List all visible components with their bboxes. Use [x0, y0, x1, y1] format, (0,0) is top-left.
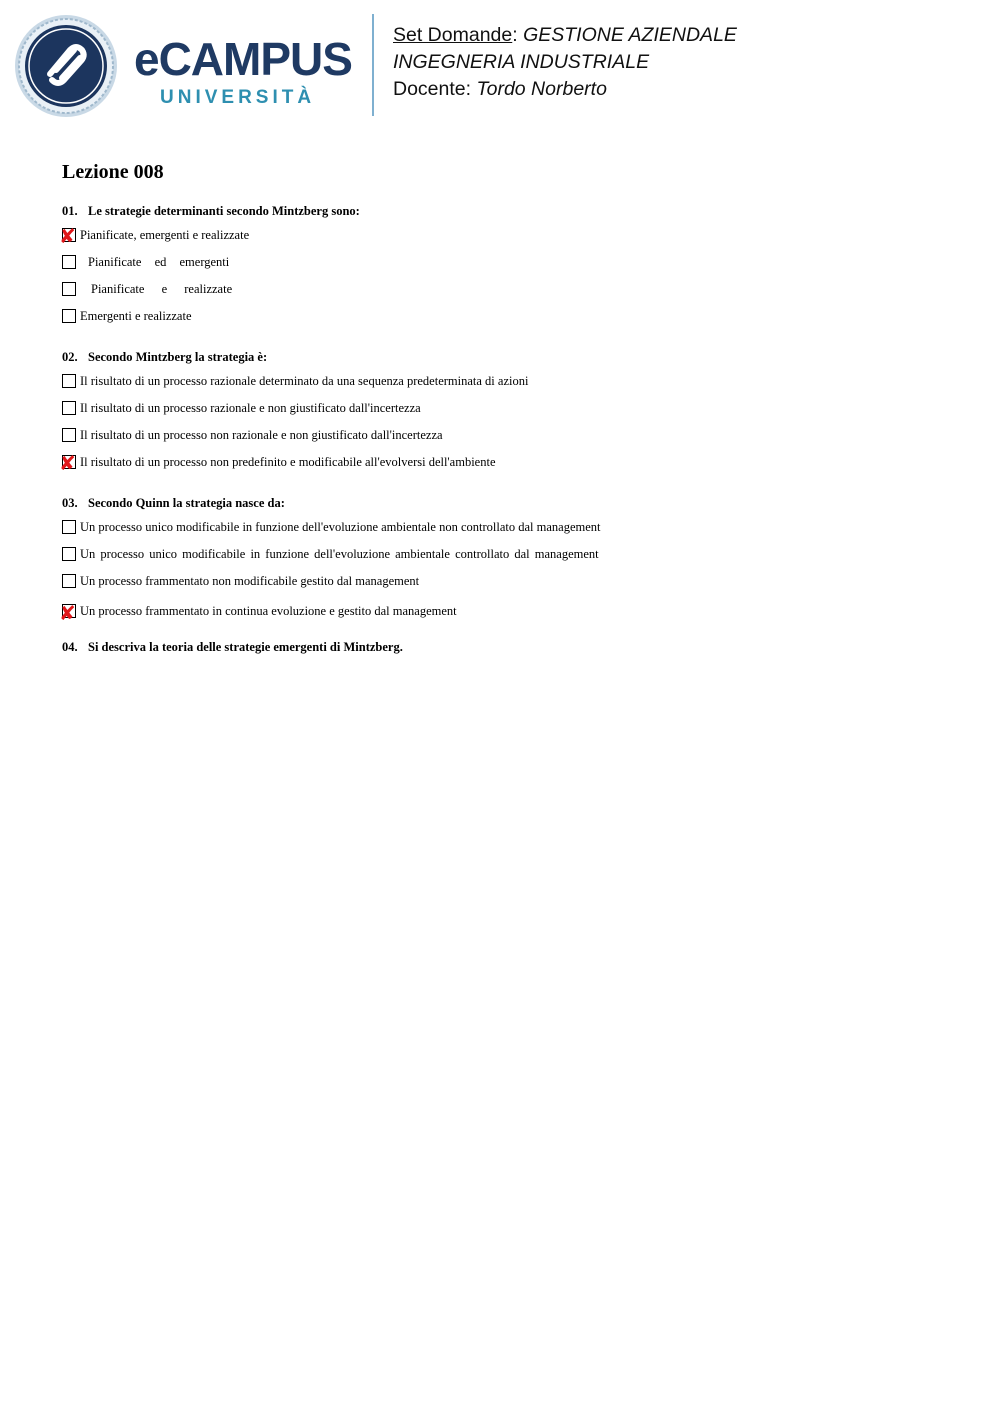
checkbox[interactable]	[62, 401, 76, 415]
university-seal-logo	[14, 14, 118, 118]
option-label: Pianificate ed emergenti	[88, 255, 230, 269]
brand-subtitle: UNIVERSITÀ	[160, 87, 316, 108]
answer-option[interactable]	[62, 249, 962, 276]
answer-option[interactable]	[62, 422, 962, 449]
answer-option[interactable]	[59, 449, 962, 476]
answer-option[interactable]	[59, 595, 962, 628]
option-label: Il risultato di un processo razionale determinato da una sequenza predeterminata di azioni	[80, 374, 529, 388]
teacher-line	[393, 76, 737, 103]
question-text	[62, 346, 962, 368]
teacher-name: Tordo Norberto	[476, 78, 607, 100]
question-number: 01.	[62, 204, 78, 218]
option-label: Un processo frammentato in continua evoluzione e gestito dal management	[80, 604, 457, 618]
checkbox[interactable]	[62, 547, 76, 561]
checkbox[interactable]	[62, 574, 76, 588]
course-name: INGEGNERIA INDUSTRIALE	[393, 51, 650, 73]
answer-option[interactable]	[62, 395, 962, 422]
option-label: Pianificate e realizzate	[91, 282, 233, 296]
answer-option[interactable]	[62, 303, 962, 330]
checked-x-mark-icon: ✘	[59, 224, 76, 248]
question-text	[62, 200, 962, 222]
option-label: Un processo unico modificabile in funzione dell'evoluzione ambientale non controllato dal management	[80, 520, 601, 534]
question-01	[59, 200, 962, 330]
set-line: Set Domande: GESTIONE AZIENDALE	[393, 24, 737, 46]
checkbox[interactable]	[62, 309, 76, 323]
answer-option[interactable]	[62, 514, 962, 541]
set-label: Set Domande	[393, 24, 513, 46]
option-label: Il risultato di un processo non razionale e non giustificato dall'incertezza	[80, 428, 443, 442]
header-info	[393, 22, 737, 103]
teacher-label: Docente:	[393, 78, 472, 100]
question-number: 03.	[62, 496, 78, 510]
question-number: 04.	[62, 640, 78, 654]
checkbox[interactable]	[62, 255, 76, 269]
option-label: Emergenti e realizzate	[80, 309, 192, 323]
option-label: Il risultato di un processo non predefinito e modificabile all'evolversi dell'ambiente	[80, 455, 496, 469]
lesson-title: Lezione 008	[62, 161, 164, 183]
option-label: Pianificate, emergenti e realizzate	[80, 228, 250, 242]
answer-option[interactable]	[62, 276, 962, 303]
option-label: Il risultato di un processo razionale e non giustificato dall'incertezza	[80, 401, 421, 415]
set-value: GESTIONE AZIENDALE	[523, 24, 737, 46]
question-03	[59, 492, 962, 628]
checkbox[interactable]	[62, 520, 76, 534]
question-prompt: Secondo Quinn la strategia nasce da:	[88, 496, 285, 510]
option-label: Un processo frammentato non modificabile gestito dal management	[80, 574, 420, 588]
checkbox[interactable]	[62, 374, 76, 388]
answer-option[interactable]	[62, 568, 962, 595]
checkbox[interactable]	[62, 282, 76, 296]
brand-wordmark: eCAMPUS	[134, 33, 352, 85]
question-set	[59, 158, 962, 658]
question-04	[62, 636, 962, 658]
question-text	[62, 636, 962, 658]
question-text	[62, 492, 962, 514]
answer-option[interactable]	[59, 222, 962, 249]
answer-option[interactable]	[62, 368, 962, 395]
header-divider	[372, 14, 374, 116]
answer-option[interactable]	[62, 541, 962, 568]
question-prompt: Si descriva la teoria delle strategie emergenti di Mintzberg.	[88, 640, 403, 654]
question-02	[59, 346, 962, 476]
checked-x-mark-icon: ✘	[59, 451, 76, 475]
checked-x-mark-icon: ✘	[59, 601, 76, 625]
question-number: 02.	[62, 350, 78, 364]
checkbox[interactable]	[62, 428, 76, 442]
question-prompt: Secondo Mintzberg la strategia è:	[88, 350, 268, 364]
page-header	[0, 0, 1000, 130]
option-label: Un processo unico modificabile in funzione dell'evoluzione ambientale controllato dal management	[80, 547, 599, 561]
question-prompt: Le strategie determinanti secondo Mintzberg sono:	[88, 204, 360, 218]
